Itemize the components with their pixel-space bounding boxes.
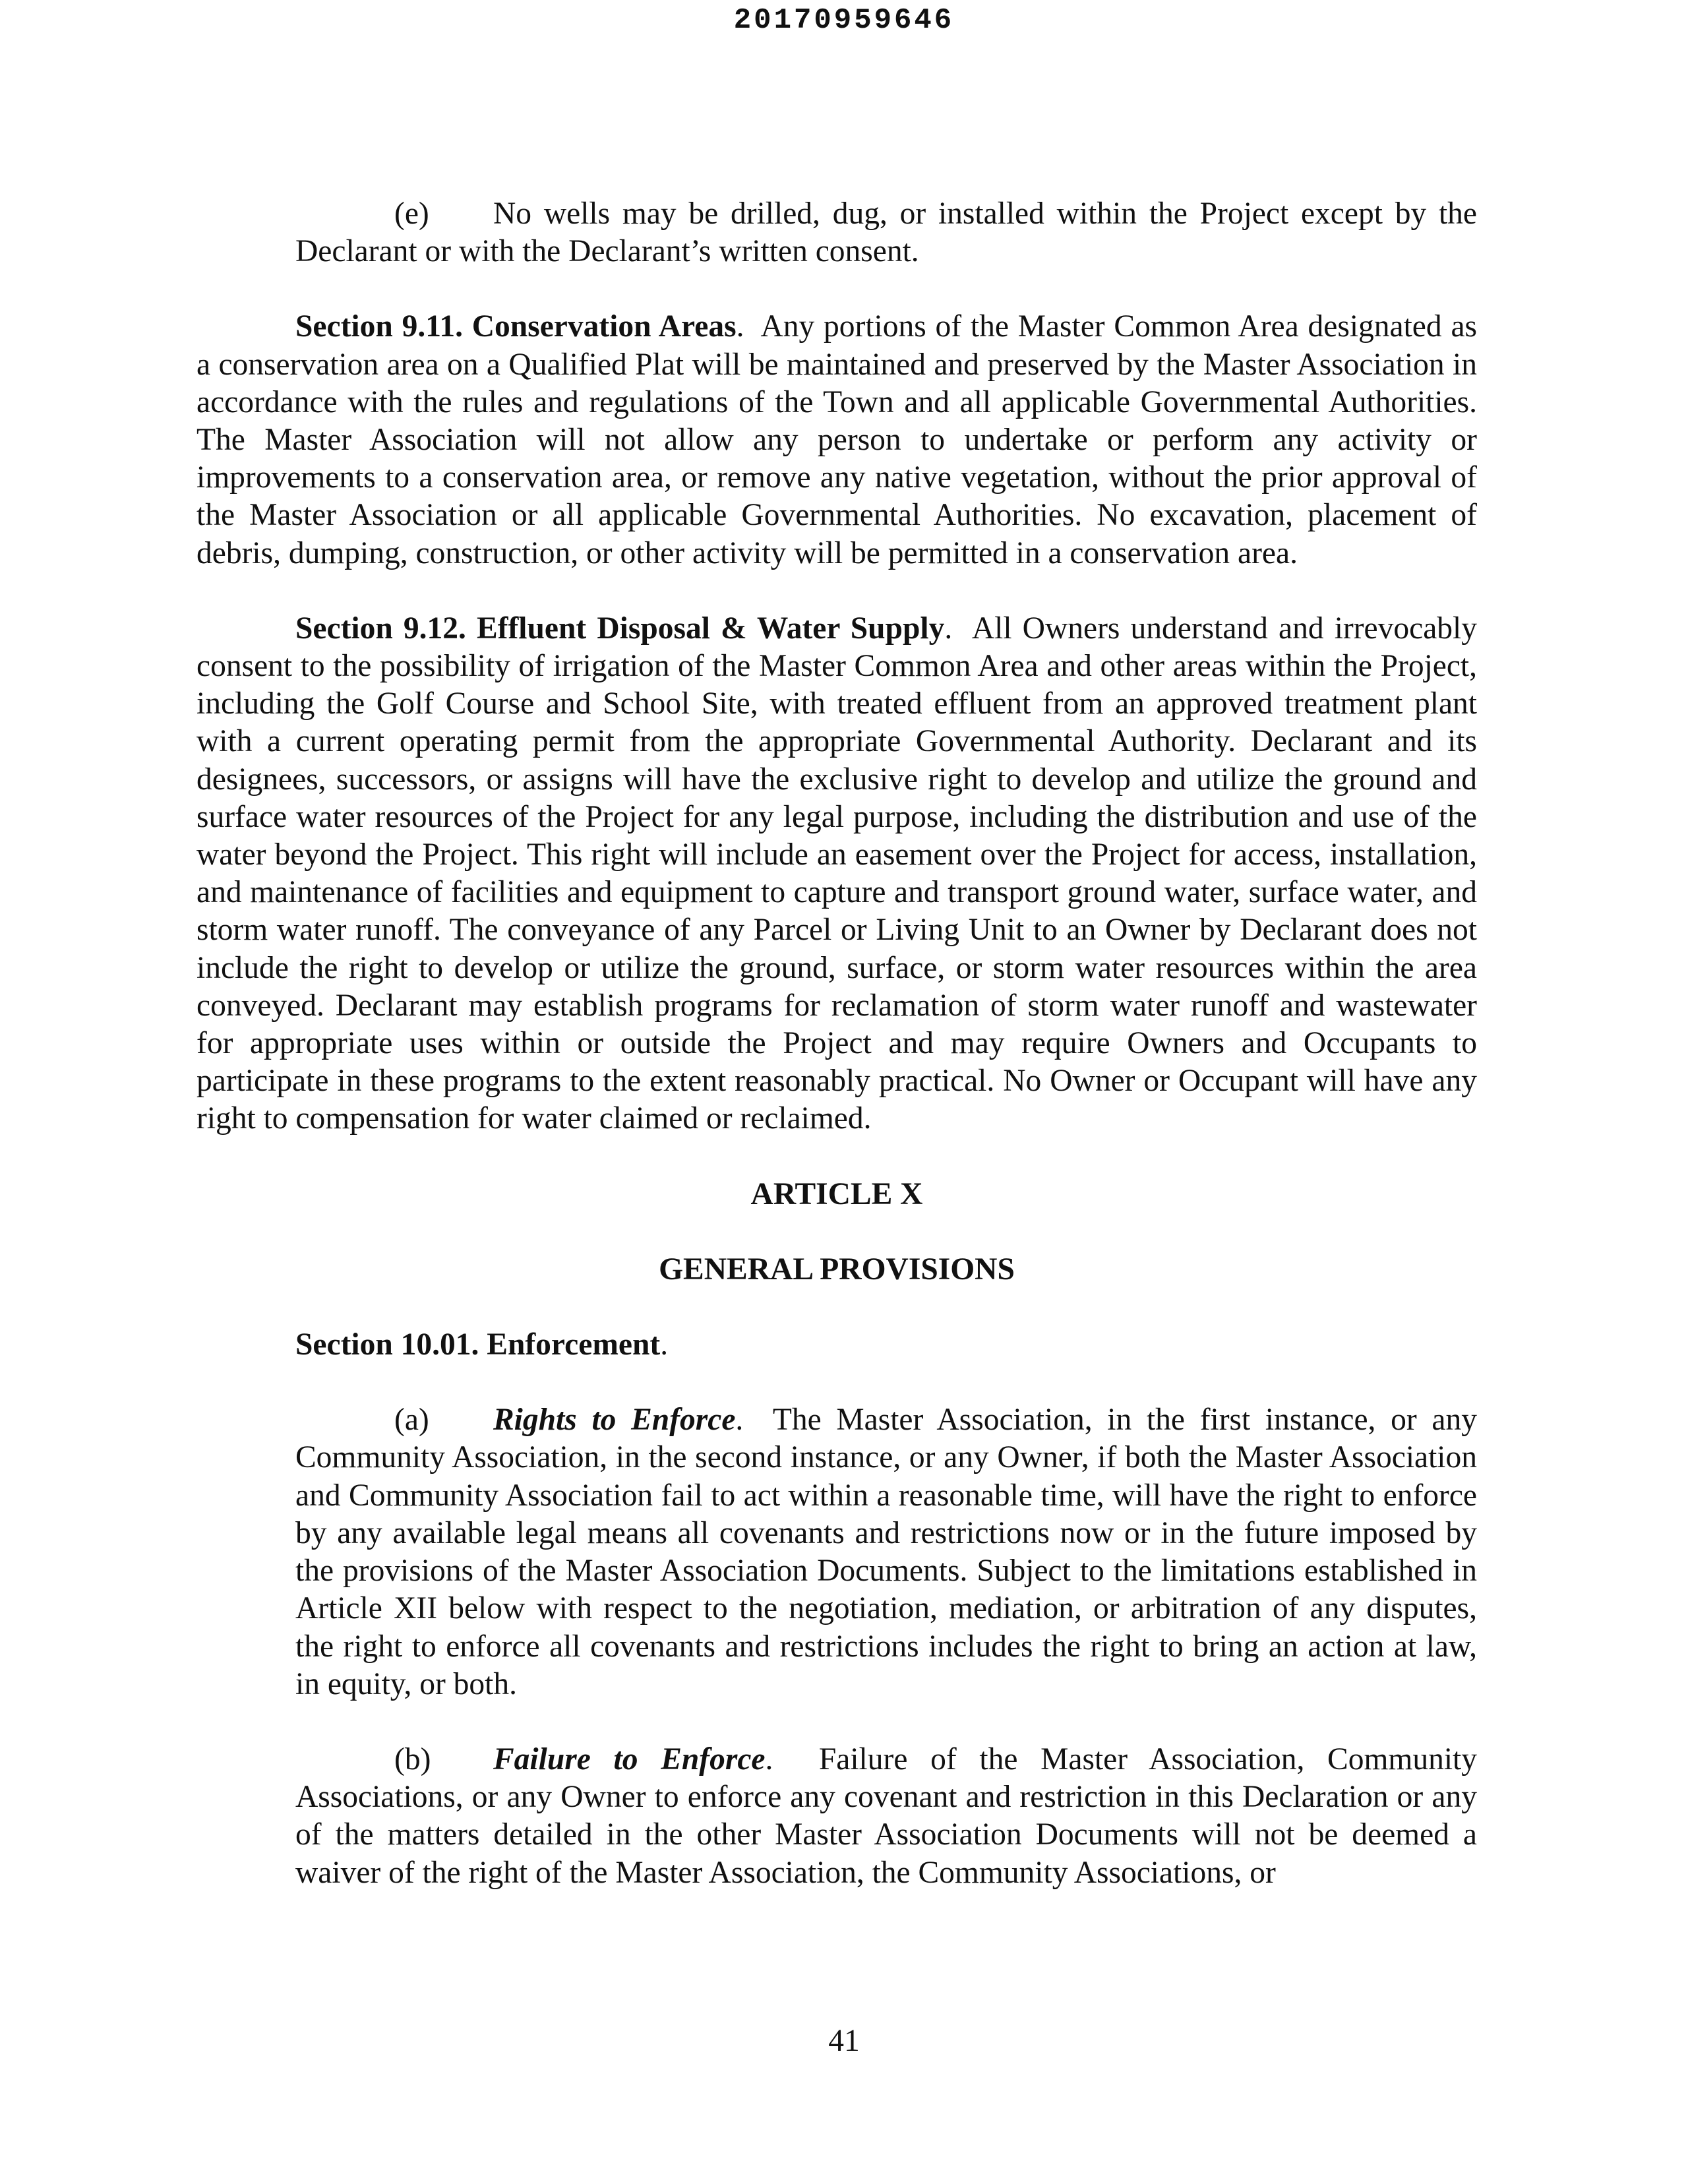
paragraph-a-title: Rights to Enforce [493,1403,736,1438]
paragraph-e-text: No wells may be drilled, dug, or installed within the Project except by the Declarant or with the Declarant’s written consent. [295,197,1477,269]
article-subtitle: GENERAL PROVISIONS [659,1252,1015,1287]
paragraph-b-text: Failure of the Master Association, Community Associations, or any Owner to enforce any covenant and restriction in this Declaration or any of the matters detailed in the other Master Association Documents will not be deemed a waiver of the right of the Master Association, the Community Associations, or [295,1742,1478,1890]
paragraph-a-title-end: . [735,1403,744,1438]
section-9-11-heading-end: . [736,309,744,344]
paragraph-e-label: (e) [394,197,429,231]
paragraph-b-title: Failure to Enforce [493,1742,766,1776]
section-10-01 [295,1326,1477,1364]
section-10-01-heading: Section 10.01. Enforcement [295,1327,661,1362]
section-9-12-heading: Section 9.12. Effluent Disposal & Water Supply [295,611,945,646]
paragraph-a-label: (a) [394,1403,429,1438]
section-9-12-heading-end: . [944,611,953,646]
document-body [196,195,1477,1929]
section-9-11-text: Any portions of the Master Common Area designated as a conservation area on a Qualified Plat will be maintained and preserved by the Master Association in accordance with the rules and regulations of the Town and all applicable Governmental Authorities. The Master Association will not allow any person to undertake or perform any activity or improvements to a conservation area, or remove any native vegetation, without the prior approval of the Master Association or all applicable Governmental Authorities. No excavation, placement of debris, dumping, construction, or other activity will be permitted in a conservation area. [196,309,1478,570]
paragraph-a-text: The Master Association, in the first instance, or any Community Association, in the second instance, or any Owner, if both the Master Association and Community Association fail to act within a reasonable time, will have the right to enforce by any available legal means all covenants and restrictions now or in the future imposed by the provisions of the Master Association Documents. Subject to the limitations established in Article XII below with respect to the negotiation, mediation, or arbitration of any disputes, the right to enforce all covenants and restrictions includes the right to bring an action at law, in equity, or both. [295,1403,1477,1701]
section-9-11-heading: Section 9.11. Conservation Areas [295,309,737,344]
paragraph-a [295,1401,1477,1703]
section-10-01-heading-end: . [660,1327,669,1362]
paragraph-e [295,195,1477,270]
section-9-12-text: All Owners understand and irrevocably consent to the possibility of irrigation of the Master Common Area and other areas within the Project, including the Golf Course and School Site, with treated effluent from an approved treatment plant with a current operating permit from the appropriate Governmental Authority. Declarant and its designees, successors, or assigns will have the exclusive right to develop and utilize the ground and surface water resources of the Project for any legal purpose, including the distribution and use of the water beyond the Project. This right will include an easement over the Project for access, installation, and maintenance of facilities and equipment to capture and transport ground water, surface water, and storm water runoff. The conveyance of any Parcel or Living Unit to an Owner by Declarant does not include the right to develop or utilize the ground, surface, or storm water resources within the area conveyed. Declarant may establish programs for reclamation of storm water runoff and wastewater for appropriate uses within or outside the Project and may require Owners and Occupants to participate in these programs to the extent reasonably practical. No Owner or Occupant will have any right to compensation for water claimed or reclaimed. [196,611,1477,1136]
document-number: 20170959646 [733,4,955,37]
article-title: ARTICLE X [750,1176,923,1211]
paragraph-b [295,1741,1477,1892]
section-9-11 [196,308,1477,572]
page-number: 41 [828,2024,860,2058]
paragraph-b-title-end: . [765,1742,773,1776]
section-9-12 [196,610,1477,1138]
paragraph-b-label: (b) [394,1742,431,1776]
